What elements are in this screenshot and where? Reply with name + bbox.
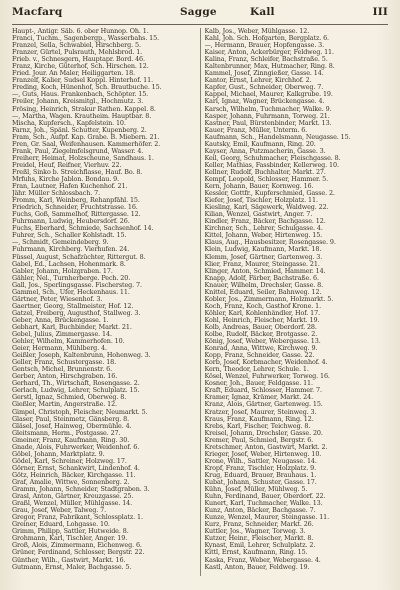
directory-entry: Haupt-, Antigr. Säb. 6. ober Hunnop. Oh. 1. (12, 28, 149, 35)
directory-entry: Fried. Jour. An Maler, Heiliggarten. 18. (12, 70, 135, 78)
directory-entry: Klaus, Aug., Hausbesitzer, Rosengasse. 9. (204, 239, 336, 247)
directory-entry: Kempf, Leopold, Schlosser, Hammer. 5. (204, 175, 329, 183)
directory-entry: Kalina, Franz, Schleifer, Bachstraße. 5. (204, 56, 328, 64)
directory-entry: Gebhart, Karl, Buchbinder, Markt. 21. (12, 323, 132, 331)
directory-entry: Füssel, August, Schafzüchter, Rittergut. 8. (12, 253, 146, 261)
directory-entry: Knittel, Eduard, Seiler, Bahnweg. 12. (204, 288, 322, 296)
directory-entry: Gall, Jos., Sperlingsgasse. Fischersteg. 7. (12, 281, 142, 289)
directory-entry: Frank, Paul, Ziegelmfelsgrund, Wasser. 4. (12, 147, 144, 155)
directory-entry: Gerhard, Th., Wirtschaft, Rosengasse. 2. (12, 380, 140, 388)
directory-entry: Gammel, Sch., Ufer, Heckenhaus. 11. (12, 288, 130, 296)
directory-entry: Geier, Hermann, Mühlberg. 4. (12, 345, 107, 353)
directory-entry: Kastl, Anton, Bauer, Feldweg. 19. (204, 563, 310, 571)
directory-entry: Gerber, Anton, Hirschgraben. 16. (12, 373, 118, 381)
header-mid-catchword-1: Sagge (180, 6, 217, 18)
directory-entry: Franci, Tuchm., Sagenbergp., Wasserbahs. 15. (12, 35, 160, 43)
directory-entry: Göbel, Johann, Marktplatz. 9. (12, 450, 105, 458)
directory-entry: Kühn, Josef, Müller, Mühlweg. 5. (204, 486, 308, 494)
directory-entry: Klein, Ludwig, Kaufmann, Markt. 18. (204, 246, 322, 254)
directory-entry: Karsch, Wilhelm, Tuchmacher, Walke. 9. (204, 105, 332, 113)
directory-entry: Fran, Lautner, Hafen Kuchenhof. 21. (12, 183, 128, 191)
directory-entry: Kunz, Anton, Bäcker, Bachgasse. 7. (204, 507, 316, 515)
directory-entry: Keil, Georg, Schuhmacher, Fleischgasse. 8. (204, 154, 341, 162)
directory-entry: Kappel, Michael, Maurer, Kalkgrube. 19. (204, 91, 333, 99)
directory-entry: Gnade, Alois, Fuhrwerker, Weidenhof. 6. (12, 443, 140, 451)
directory-entry: Kretschmer, Anton, Gastwirt, Markt. 2. (204, 443, 328, 451)
directory-entry: Kraft, Eduard, Schlosser, Hammer. 7. (204, 387, 322, 395)
directory-entry: Mrfuhs, Kirche Jablon. Bondau. 9. (12, 175, 119, 183)
directory-entry: Kremer, Paul, Schmied, Bergstr. 6. (204, 436, 314, 444)
directory-entry: Keller, Mathias, Fassbinder, Kellerweg. 10. (204, 161, 339, 169)
directory-entry: Klemm, Josef, Gärtner, Gartenweg. 3. (204, 253, 323, 261)
directory-entry: Gabler, Johann, Holzgraben. 17. (12, 267, 113, 275)
directory-entry: Knapp, Adolf, Färber, Bachstraße. 6. (204, 274, 319, 282)
directory-entry: Kunert, Karl, Tuchmacher, Walke. 13. (204, 500, 323, 508)
directory-entry: Fuhrmann, Ludwig, Heubersdorf. 26. (12, 218, 130, 226)
directory-entry: Kopp, Franz, Schneider, Gasse. 22. (204, 352, 315, 360)
directory-entry: Franzer, Gürtel, Pulsrauth, Mehlsbrod. 1. (12, 49, 143, 57)
directory-entry: Krieger, Josef, Weber, Hirtenweg. 10. (204, 450, 322, 458)
directory-entry: Kosner, Joh., Bauer, Feldgasse. 11. (204, 380, 313, 388)
directory-entry: Köhler, Karl, Kohlenhändler, Hof. 17. (204, 309, 321, 317)
directory-entry: Geber, Anna, Brückengasse. 1. (12, 316, 109, 324)
directory-entry: Gatzel, Freiberg, Augusthof, Stallweg. 3. (12, 309, 141, 317)
directory-entry: Friedrich, Schneider, Fruchtstrasse. 16. (12, 204, 138, 212)
directory-entry: Kobler, Jos., Zimmermann, Holzmarkt. 5. (204, 295, 334, 303)
directory-entry: Gutmann, Ernst, Maler, Bachgasse. 5. (12, 563, 132, 571)
directory-entry: Klinger, Anton, Schmied, Hammer. 14. (204, 267, 326, 275)
page-number: III (372, 6, 388, 18)
directory-entry: Grasl, Anton, Gärtner, Kreuzgasse. 25. (12, 493, 134, 501)
directory-entry: Kittl, Ernst, Kaufmann, Ring. 15. (204, 549, 308, 557)
directory-entry: Kautsky, Emil, Kaufmann, Ring. 20. (204, 140, 316, 148)
directory-entry: Kraus, Franz, Kaufmann, Ring. 12. (204, 415, 314, 423)
directory-entry: Grau, Josef, Weber, Talweg. 7. (12, 507, 107, 515)
directory-entry: —, Guts, Haus. Frankenbach, Schöpter. 15. (12, 91, 149, 99)
directory-entry: Fuchs, Goß, Sammelhof, Rittergasse. 12. (12, 211, 141, 219)
directory-entry: Knauer, Wilhelm, Drechsler, Gasse. 8. (204, 281, 324, 289)
directory-entry: Freiler, Johann, Kreismitgl., Hochmutz. 3. (12, 98, 144, 106)
directory-entry: Kubat, Johann, Schuster, Gasse. 17. (204, 479, 317, 486)
directory-entry: Kirchner, Sch., Lehrer, Schulgasse. 4. (204, 225, 323, 233)
directory-entry: Gärtner, Peter, Wiesenhof. 3. (12, 295, 103, 303)
directory-entry: Gabel, Ed., Lachsen, Hohenmark. 8. (12, 260, 126, 268)
directory-entry: Franzel, Sella, Schwabiel, Hirschberg. 5. (12, 42, 141, 50)
directory-entry: Klier, Franz, Maurer, Steingasse. 21. (204, 260, 320, 268)
directory-entry: Graßl, Wenzel, Müller, Mühlgasse. 14. (12, 500, 133, 508)
directory-entry: Karl, Ignaz, Wagner, Brückengasse. 4. (204, 98, 325, 106)
directory-entry: Koch, Franz, Koch, Gasthof Krone. 1. (204, 302, 322, 310)
directory-entry: Mischa, Kupfersch., Kapfelstein. 10. (12, 119, 126, 127)
directory-entry: Kohl, Heinrich, Fleischer, Markt. 19. (204, 316, 320, 324)
directory-entry: Freding, Koch, Hünenhof, Sch. Brautbuche. 15. (12, 84, 162, 92)
header-rule (12, 24, 388, 25)
directory-entry: Glaser, Paul, Steinmetz, Gänsberg. 8. (12, 415, 129, 423)
right-column (205, 28, 389, 582)
directory-entry: Freidel, Heuf, Reifner, Vierhuv. 22. (12, 161, 122, 169)
directory-entry: Kittel, Johann, Weber, Hirtenweg. 15. (204, 232, 323, 240)
directory-entry: Kaiser, Anton, Ackerbürger, Feldweg. 11. (204, 49, 334, 57)
directory-entry: Kranz, Alois, Gärtner, Gartenweg. 15. (204, 401, 323, 409)
directory-entry: Gehler, Wilhelm, Kammerhofen. 10. (12, 338, 125, 346)
directory-entry: König, Josef, Weber, Webergasse. 13. (204, 338, 321, 346)
header-mid-catchword-2: Kall (250, 6, 275, 18)
directory-entry: Korb, Josef, Korbmacher, Weidenhof. 4. (204, 359, 328, 367)
directory-entry: Fren, Gr. Saal, Weifenhausen. Kammerhöfer. 2. (12, 140, 161, 148)
directory-entry: Kunze, Wenzel, Maurer, Steingasse. 11. (204, 514, 330, 522)
directory-entry: Götz, Heinrich, Bäcker, Kirchgasse. 11. (12, 471, 136, 479)
directory-entry: Gläsel, Josef, Hainweg, Obermühle. 4. (12, 422, 132, 430)
directory-entry: Greiner, Eduard, Lohgasse. 10. (12, 521, 110, 529)
entry-columns (12, 28, 388, 582)
directory-entry: Krebs, Karl, Fischer, Teichweg. 8. (204, 422, 311, 430)
directory-entry: Kammel, Josef, Zinngießer, Gasse. 14. (204, 70, 324, 78)
directory-entry: Kessler, Gottfr., Kupferschmied, Gasse. 2. (204, 190, 335, 198)
directory-entry: Kuttler, Jos., Wagner, Torweg. 3. (204, 528, 306, 536)
directory-entry: Kuhn, Ferdinand, Bauer, Oberdorf. 22. (204, 493, 326, 501)
directory-entry: —, Martha, Wagen. Krautheim. Hauptbar. 8. (12, 112, 152, 120)
directory-entry: Jähr. Müller Schlossbach. 7. (12, 190, 100, 198)
column-divider (200, 28, 201, 576)
directory-entry: Fram, Sch., Aufpf. Kap. Grabe. B. Miebern. 21. (12, 133, 160, 141)
directory-entry: Kern, Theodor, Lehrer, Schule. 1. (204, 366, 309, 374)
directory-entry: Frösing, Heinrich, Strakur Rathen. Kappel. 8. (12, 105, 156, 113)
directory-entry: Kayser, Anna, Putzmacherin, Gasse. 3. (204, 147, 326, 155)
directory-entry: Freiherr, Heimat, Holzscheune, Sandhaus. 1. (12, 154, 154, 162)
directory-entry: Kastner, Paul, Bürstenbinder, Markt. 13. (204, 119, 332, 127)
page-header (12, 6, 388, 22)
directory-entry: Kauer, Franz, Müller, Unterm. 6. (204, 126, 308, 134)
directory-entry: Kaska, Franz, Weber, Webergasse. 4. (204, 556, 321, 564)
directory-entry: Kantor, Ernst, Lehrer, Kirchhof. 2. (204, 77, 312, 85)
directory-entry: Gmeiner, Franz, Kaufmann, Ring. 30. (12, 436, 130, 444)
directory-entry: Gaertner, Georg, Stallmeister, Hof. 12. (12, 302, 134, 310)
directory-entry: Kaufmann, Sch., Handelsmann, Neugasse. 15. (204, 133, 351, 141)
directory-entry: Fuchs, Eberhard, Schmiede, Sachsenhof. 14. (12, 225, 154, 233)
directory-entry: Kapfer, Gust., Schneider, Oberweg. 7. (204, 84, 324, 92)
directory-entry: Kalb, Jos., Weber, Mühlgasse. 12. (204, 28, 310, 35)
directory-entry: Kilian, Wenzel, Gastwirt, Anger. 7. (204, 211, 313, 219)
directory-entry: Kellner, Rudolf, Buchhalter, Markt. 27. (204, 168, 326, 176)
directory-entry: Graf, Amalie, Wittwe, Sonnenberg. 2. (12, 479, 130, 486)
directory-entry: Kaltenbrunner, Max, Hutmacher, Ring. 8. (204, 63, 335, 71)
directory-entry: Günther, Wilh., Gastwirt, Markt. 16. (12, 556, 126, 564)
directory-entry: Gleitsmann, Herm., Postgasse. 27. (12, 429, 121, 437)
directory-entry: Freßl, Sinko b. Streichflasse, Hauf. Bo. 8. (12, 168, 143, 176)
directory-entry: Kiesling, Karl, Sägewerk, Waldweg. 22. (204, 204, 329, 212)
directory-entry: Kösel, Wenzel, Fuhrwerker, Torweg. 16. (204, 373, 330, 381)
directory-entry: Geißler, Joseph, Kaltenbrunn, Hohenweg. 3. (12, 352, 151, 360)
directory-entry: Gebel, Julius, Zimmergasse. 14. (12, 331, 112, 339)
directory-entry: Kahl, Joh. Sch. Hofgarten, Bergplatz. 6. (204, 35, 329, 43)
directory-entry: Kreisel, Johann, Drechsler, Gasse. 20. (204, 429, 323, 437)
directory-entry: Gähler, Nel., Turnherberge. Pech. 20. (12, 274, 131, 282)
directory-entry: Kramer, Ignaz, Krämer, Markt. 24. (204, 394, 314, 402)
directory-entry: Grüner, Ferdinand, Schlosser, Bergstr. 22. (12, 549, 145, 557)
directory-entry: Kiefer, Josef, Tischler, Holzplatz. 11. (204, 197, 318, 205)
directory-entry: Krone, Wilh., Sattler, Neugasse. 14. (204, 457, 317, 465)
directory-entry: Gregor, Franz, Fabrikant, Schlossplatz. 1. (12, 514, 143, 522)
directory-entry: Franz, Kirche, Güterhof, Sch. Hirschen. 12. (12, 63, 149, 71)
directory-entry: Gramm, Johann, Schneider, Stadtgraben. 3. (12, 486, 150, 494)
directory-entry: Kern, Johann, Bauer, Kornweg. 16. (204, 183, 314, 191)
directory-entry: Görner, Ernst, Schankwirt, Lindenhof. 4. (12, 464, 140, 472)
directory-entry: Grimm, Philipp, Sattler, Hutweide. 8. (12, 528, 129, 536)
directory-entry: Gentsch, Michel, Brunnenstr. 6. (12, 366, 113, 374)
directory-entry: Konrad, Anna, Wittwe, Kirchweg. 9. (204, 345, 318, 353)
directory-entry: Kolb, Andreas, Bauer, Oberdorf. 28. (204, 323, 317, 331)
directory-entry: Gerstl, Ignaz, Schmied, Oberweg. 8. (12, 394, 127, 402)
left-column (12, 28, 196, 582)
directory-entry: Groß, Alois, Zimmermann, Eichenweg. 6. (12, 542, 142, 550)
directory-entry: Kindler, Franz, Bäcker, Bachgasse. 12. (204, 218, 326, 226)
directory-entry: Kynast, Emil, Lehrer, Schulplatz. 2. (204, 542, 316, 550)
directory-entry: Kurz, Franz, Schneider, Markt. 26. (204, 521, 314, 529)
directory-entry: Fromm, Karl, Weinberg, Rehanpfähl. 15. (12, 197, 140, 205)
directory-entry: Gödel, Karl, Schreiner, Holzweg. 17. (12, 457, 127, 465)
directory-entry: Kasper, Johann, Fuhrmann, Torweg. 21. (204, 112, 330, 120)
directory-entry: Kolbe, Rudolf, Bäcker, Brotgasse. 2. (204, 331, 318, 339)
directory-entry: Fuhrer, Sch., Schaller Kohlstadt. 15. (12, 232, 127, 240)
directory-entry: Gimpel, Christoph, Fleischer, Neumarkt. 5. (12, 408, 148, 416)
directory-entry: Farnz, Joh., Spänl. Schutter, Kupenberg. 2. (12, 126, 147, 134)
directory-entry: Kutzer, Heinr., Fleischer, Markt. 8. (204, 535, 314, 543)
directory-entry: Grohmann, Karl, Tischler, Anger. 19. (12, 535, 128, 543)
directory-entry: Kratzer, Josef, Maurer, Steinweg. 3. (204, 408, 317, 416)
directory-entry: —, Schmidt, Gemeindeberg. 9. (12, 239, 109, 247)
header-left-catchword: Macfarq (12, 6, 63, 18)
directory-entry: Gießler, Martin, Angerstraße. 12. (12, 401, 117, 409)
directory-entry: Fuhrmann, Kirchberg. Vierhufen. 24. (12, 246, 130, 254)
directory-entry: Geller, Franz, Schustergasse. 18. (12, 359, 117, 367)
directory-entry: Frieb. v., Schnesgern, Hauptapr. Bord. 46. (12, 56, 145, 64)
directory-entry: Krug, Eduard, Brauer, Brauhaus. 1. (204, 471, 317, 479)
directory-entry: Franzelf, Kalier, Sudsel Koppl. Hinterhof. 11. (12, 77, 154, 85)
directory-entry: —, Hermann, Brauer, Hopfengasse. 3. (204, 42, 325, 50)
directory-entry: Gerlach, Ludwig, Lehrer, Schulplatz. 15. (12, 387, 140, 395)
directory-entry: Kropf, Franz, Tischler, Holzplatz. 9. (204, 464, 317, 472)
